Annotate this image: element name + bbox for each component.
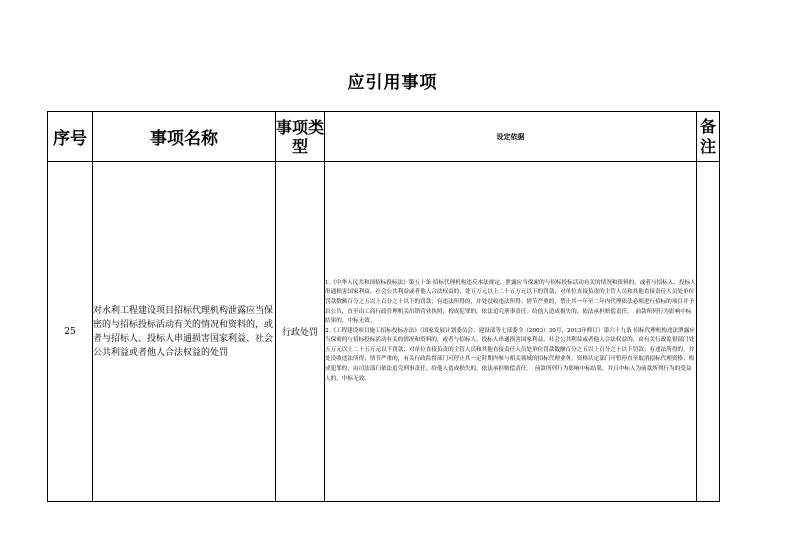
row-note — [697, 162, 720, 502]
header-basis: 设定依据 — [325, 112, 697, 162]
table-header-row — [48, 112, 720, 162]
row-name: 对水利工程建设项目招标代理机构泄露应当保密的与招标投标活动有关的情况和资料的，或者与招标人、投标人串通损害国家利益、社会公共利益或者他人合法权益的处罚 — [93, 162, 276, 502]
row-type: 行政处罚 — [276, 162, 325, 502]
header-seq: 序号 — [48, 112, 93, 162]
matter-table — [47, 111, 720, 502]
row-seq: 25 — [48, 162, 93, 502]
basis-paragraph-1: 1.《中华人民共和国招标投标法》第五十条 招标代理机构违反本法规定，泄露应当保密的与招标投标活动有关的情况和资料的，或者与招标人、投标人串通损害国家利益、社会公共利益或者他人合法权益的，处五万元以上二十五万元以下的罚款，对单位直接负责的主管人员和其他直接责任人员处单位罚款数额百分之五以上百分之十以下的罚款；有违法所得的，并处没收违法所得；情节严重的，禁止其一年至二年内代理依法必须进行招标的项目并予以公告，直至由工商行政管理机关吊销营业执照；构成犯罪的，依法追究刑事责任。给他人造成损失的，依法承担赔偿责任。 前款所列行为影响中标结果的，中标无效。 — [325, 279, 696, 325]
table-row — [48, 162, 720, 502]
header-note: 备注 — [697, 112, 720, 162]
header-type: 事项类型 — [276, 112, 325, 162]
basis-paragraph-2: 2.《工程建设项目施工招标投标办法》（国家发展计划委员会、建设部等七部委令（2003）30号，2013年修订）第六十九条 招标代理机构违法泄露应当保密的与招标投标活动有关的情况和资料的，或者与招标人、投标人串通损害国家利益、社会公共利益或者他人合法权益的，由有关行政监督部门处五万元以上二十五万元以下罚款，对单位直接负责的主管人员和其他直接责任人员处单位罚款数额百分之五以上百分之十以下罚款；有违法所得的，并处没收违法所得；情节严重的，有关行政监督部门可停止其一定时期内参与相关领域的招标代理业务，资格认定部门可暂停直至取消招标代理资格；构成犯罪的，由司法部门依法追究刑事责任。给他人造成损失的，依法承担赔偿责任。 前款所列行为影响中标结果，并且中标人为前款所列行为的受益人的，中标无效。 — [325, 327, 695, 382]
row-basis — [325, 162, 697, 502]
page-title: 应引用事项 — [347, 73, 438, 93]
header-name: 事项名称 — [93, 112, 276, 162]
